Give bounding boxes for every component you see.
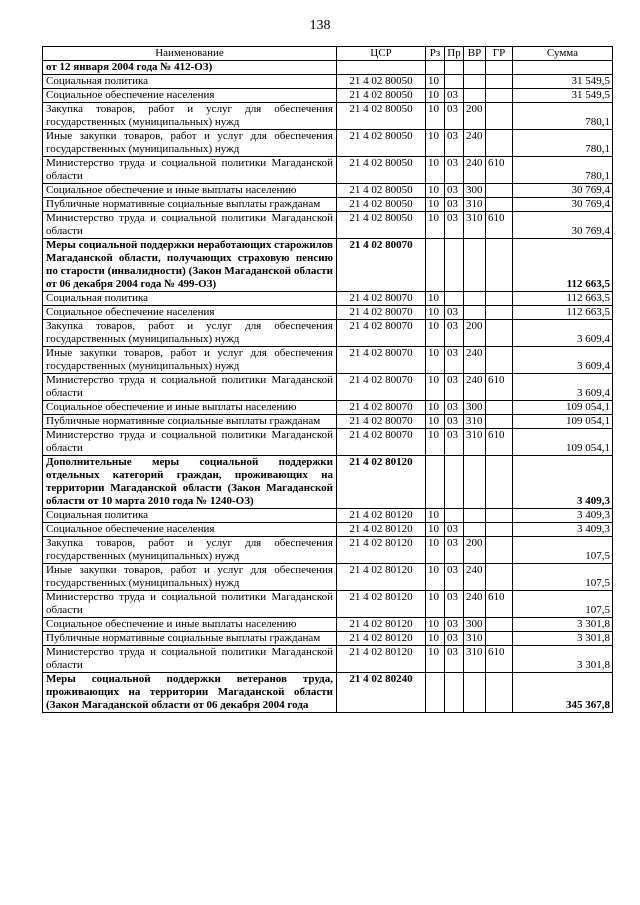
cell-sum: 780,1 (513, 130, 613, 157)
table-row (43, 212, 613, 239)
cell-name: Иные закупки товаров, работ и услуг для обеспечения государственных (муниципальных) нужд (43, 564, 337, 591)
cell-sum: 3 301,8 (513, 618, 613, 632)
cell-vr: 310 (464, 415, 486, 429)
cell-pr: 03 (445, 89, 464, 103)
cell-sum: 30 769,4 (513, 184, 613, 198)
cell-rz (426, 239, 445, 292)
table-row (43, 374, 613, 401)
cell-sum: 3 609,4 (513, 347, 613, 374)
cell-vr: 240 (464, 374, 486, 401)
table-row (43, 130, 613, 157)
header-rz: Рз (426, 47, 445, 61)
cell-name: Социальная политика (43, 75, 337, 89)
cell-gr: 610 (486, 591, 513, 618)
cell-vr (464, 523, 486, 537)
cell-gr: 610 (486, 646, 513, 673)
cell-gr (486, 89, 513, 103)
cell-pr: 03 (445, 184, 464, 198)
cell-sum: 3 301,8 (513, 646, 613, 673)
cell-gr (486, 523, 513, 537)
cell-csr: 21 4 02 80240 (337, 673, 426, 713)
cell-gr: 610 (486, 212, 513, 239)
cell-csr: 21 4 02 80120 (337, 564, 426, 591)
cell-gr (486, 509, 513, 523)
cell-gr: 610 (486, 429, 513, 456)
cell-rz: 10 (426, 89, 445, 103)
cell-csr: 21 4 02 80050 (337, 89, 426, 103)
table-row (43, 456, 613, 509)
cell-vr: 240 (464, 130, 486, 157)
cell-sum: 780,1 (513, 157, 613, 184)
cell-pr: 03 (445, 212, 464, 239)
table-row (43, 401, 613, 415)
cell-csr: 21 4 02 80050 (337, 130, 426, 157)
cell-vr: 310 (464, 429, 486, 456)
cell-csr: 21 4 02 80070 (337, 320, 426, 347)
table-header-row (43, 47, 613, 61)
cell-rz: 10 (426, 618, 445, 632)
cell-rz: 10 (426, 632, 445, 646)
cell-rz: 10 (426, 523, 445, 537)
cell-name: Социальное обеспечение и иные выплаты населению (43, 184, 337, 198)
continuation-row (43, 61, 613, 75)
cell-vr (464, 673, 486, 713)
cell-csr: 21 4 02 80070 (337, 347, 426, 374)
cell-gr (486, 456, 513, 509)
cell-csr: 21 4 02 80120 (337, 523, 426, 537)
cell-vr: 200 (464, 320, 486, 347)
cell-rz: 10 (426, 429, 445, 456)
cell-sum: 109 054,1 (513, 415, 613, 429)
cell-pr: 03 (445, 130, 464, 157)
cell-pr: 03 (445, 429, 464, 456)
cell-vr: 200 (464, 537, 486, 564)
cell-csr: 21 4 02 80050 (337, 184, 426, 198)
table-row (43, 415, 613, 429)
cell-pr: 03 (445, 157, 464, 184)
cell-pr: 03 (445, 618, 464, 632)
cell-sum: 109 054,1 (513, 429, 613, 456)
cell-vr (464, 456, 486, 509)
cell-gr (486, 320, 513, 347)
cell-name: Министерство труда и социальной политики Магаданской области (43, 212, 337, 239)
cell-sum: 3 609,4 (513, 320, 613, 347)
header-sum: Сумма (513, 47, 613, 61)
cell-name: Публичные нормативные социальные выплаты гражданам (43, 632, 337, 646)
table-row (43, 306, 613, 320)
cell-sum: 3 409,3 (513, 456, 613, 509)
cell-rz: 10 (426, 103, 445, 130)
cell-rz: 10 (426, 320, 445, 347)
cell-name: Социальное обеспечение населения (43, 306, 337, 320)
cell-name: Меры социальной поддержки неработающих старожилов Магаданской области, получающих страховую пенсию по старости (инвалидности) (Закон Магаданской области от 06 декабря 2004 года № 499-ОЗ) (43, 239, 337, 292)
cell-sum: 30 769,4 (513, 212, 613, 239)
cell-vr: 240 (464, 347, 486, 374)
cell-sum: 30 769,4 (513, 198, 613, 212)
header-name: Наименование (43, 47, 337, 61)
table-row (43, 429, 613, 456)
cell-sum: 31 549,5 (513, 89, 613, 103)
cell-gr (486, 239, 513, 292)
cell-sum: 31 549,5 (513, 75, 613, 89)
cell-pr: 03 (445, 401, 464, 415)
cell-rz: 10 (426, 184, 445, 198)
cell-pr: 03 (445, 198, 464, 212)
cell-csr: 21 4 02 80050 (337, 103, 426, 130)
cell-name: Социальное обеспечение и иные выплаты населению (43, 401, 337, 415)
cell-gr (486, 415, 513, 429)
table-body (43, 61, 613, 713)
cell-name: Социальная политика (43, 509, 337, 523)
cell-vr (464, 306, 486, 320)
cell-csr: 21 4 02 80070 (337, 429, 426, 456)
cell-name: Закупка товаров, работ и услуг для обеспечения государственных (муниципальных) нужд (43, 320, 337, 347)
cell-name: Дополнительные меры социальной поддержки отдельных категорий граждан, проживающих на территории Магаданской области (Закон Магаданской области от 10 марта 2010 года № 1240-ОЗ) (43, 456, 337, 509)
table-row (43, 103, 613, 130)
header-gr: ГР (486, 47, 513, 61)
cell-pr: 03 (445, 320, 464, 347)
table-row (43, 632, 613, 646)
cell-pr: 03 (445, 591, 464, 618)
cell-gr (486, 130, 513, 157)
table-row (43, 320, 613, 347)
cell-rz: 10 (426, 292, 445, 306)
cell-csr: 21 4 02 80070 (337, 306, 426, 320)
cell-csr: 21 4 02 80120 (337, 456, 426, 509)
cell-name: Социальное обеспечение и иные выплаты населению (43, 618, 337, 632)
table-row (43, 239, 613, 292)
cell-vr (464, 239, 486, 292)
cell-name: Иные закупки товаров, работ и услуг для обеспечения государственных (муниципальных) нужд (43, 130, 337, 157)
cell-gr (486, 347, 513, 374)
cell-sum: 112 663,5 (513, 239, 613, 292)
table-row (43, 198, 613, 212)
cell-vr: 310 (464, 646, 486, 673)
cell-rz: 10 (426, 509, 445, 523)
cell-pr (445, 292, 464, 306)
cell-name: Министерство труда и социальной политики Магаданской области (43, 591, 337, 618)
cell-sum: 112 663,5 (513, 292, 613, 306)
table-row (43, 618, 613, 632)
cell-csr: 21 4 02 80120 (337, 509, 426, 523)
cell-pr: 03 (445, 347, 464, 374)
cell-rz: 10 (426, 130, 445, 157)
cell-vr: 240 (464, 157, 486, 184)
cell-pr: 03 (445, 632, 464, 646)
cell-gr (486, 103, 513, 130)
cell-csr: 21 4 02 80070 (337, 239, 426, 292)
cell-rz: 10 (426, 564, 445, 591)
cell-csr: 21 4 02 80070 (337, 374, 426, 401)
continuation-text: от 12 января 2004 года № 412-ОЗ) (43, 61, 337, 75)
cell-gr (486, 564, 513, 591)
header-vr: ВР (464, 47, 486, 61)
cell-rz: 10 (426, 646, 445, 673)
table-row (43, 347, 613, 374)
cell-pr (445, 239, 464, 292)
budget-table (42, 46, 613, 713)
cell-sum: 112 663,5 (513, 306, 613, 320)
cell-csr: 21 4 02 80050 (337, 212, 426, 239)
cell-vr (464, 75, 486, 89)
cell-name: Меры социальной поддержки ветеранов труда, проживающих на территории Магаданской области (Закон Магаданской области от 06 декабря 2004 года (43, 673, 337, 713)
table-row (43, 89, 613, 103)
table-row (43, 292, 613, 306)
cell-name: Закупка товаров, работ и услуг для обеспечения государственных (муниципальных) нужд (43, 537, 337, 564)
cell-csr: 21 4 02 80070 (337, 415, 426, 429)
table-row (43, 591, 613, 618)
cell-vr: 200 (464, 103, 486, 130)
page-number: 138 (309, 18, 331, 33)
cell-csr: 21 4 02 80070 (337, 292, 426, 306)
table-row (43, 564, 613, 591)
cell-rz: 10 (426, 374, 445, 401)
cell-gr: 610 (486, 374, 513, 401)
cell-gr (486, 292, 513, 306)
cell-name: Социальная политика (43, 292, 337, 306)
cell-vr (464, 292, 486, 306)
cell-sum: 107,5 (513, 591, 613, 618)
cell-sum: 780,1 (513, 103, 613, 130)
cell-vr: 240 (464, 564, 486, 591)
table-row (43, 509, 613, 523)
cell-name: Министерство труда и социальной политики Магаданской области (43, 374, 337, 401)
cell-gr (486, 537, 513, 564)
cell-csr: 21 4 02 80120 (337, 537, 426, 564)
cell-rz: 10 (426, 212, 445, 239)
cell-name: Министерство труда и социальной политики Магаданской области (43, 429, 337, 456)
cell-csr: 21 4 02 80120 (337, 591, 426, 618)
cell-sum: 107,5 (513, 537, 613, 564)
cell-rz: 10 (426, 347, 445, 374)
cell-pr: 03 (445, 306, 464, 320)
cell-rz (426, 456, 445, 509)
cell-gr (486, 632, 513, 646)
cell-vr (464, 509, 486, 523)
cell-sum: 107,5 (513, 564, 613, 591)
cell-pr: 03 (445, 374, 464, 401)
cell-vr: 310 (464, 198, 486, 212)
header-csr: ЦСР (337, 47, 426, 61)
cell-name: Иные закупки товаров, работ и услуг для обеспечения государственных (муниципальных) нужд (43, 347, 337, 374)
cell-csr: 21 4 02 80120 (337, 646, 426, 673)
cell-rz: 10 (426, 306, 445, 320)
cell-name: Публичные нормативные социальные выплаты гражданам (43, 198, 337, 212)
cell-sum: 3 609,4 (513, 374, 613, 401)
cell-name: Социальное обеспечение населения (43, 523, 337, 537)
cell-sum: 3 301,8 (513, 632, 613, 646)
cell-pr: 03 (445, 537, 464, 564)
cell-csr: 21 4 02 80120 (337, 632, 426, 646)
cell-vr: 310 (464, 212, 486, 239)
cell-vr: 300 (464, 401, 486, 415)
cell-rz: 10 (426, 591, 445, 618)
cell-gr (486, 401, 513, 415)
cell-gr (486, 184, 513, 198)
cell-sum: 345 367,8 (513, 673, 613, 713)
cell-gr: 610 (486, 157, 513, 184)
cell-csr: 21 4 02 80050 (337, 75, 426, 89)
cell-gr (486, 75, 513, 89)
cell-csr: 21 4 02 80050 (337, 198, 426, 212)
cell-rz: 10 (426, 537, 445, 564)
cell-sum: 3 409,3 (513, 523, 613, 537)
cell-rz: 10 (426, 198, 445, 212)
cell-vr: 300 (464, 618, 486, 632)
cell-sum: 109 054,1 (513, 401, 613, 415)
cell-pr: 03 (445, 564, 464, 591)
cell-vr (464, 89, 486, 103)
cell-csr: 21 4 02 80120 (337, 618, 426, 632)
table-row (43, 673, 613, 713)
cell-gr (486, 198, 513, 212)
cell-name: Публичные нормативные социальные выплаты гражданам (43, 415, 337, 429)
cell-name: Социальное обеспечение населения (43, 89, 337, 103)
cell-pr: 03 (445, 415, 464, 429)
cell-vr: 240 (464, 591, 486, 618)
header-pr: Пр (445, 47, 464, 61)
table-row (43, 646, 613, 673)
table-row (43, 75, 613, 89)
cell-sum: 3 409,3 (513, 509, 613, 523)
cell-csr: 21 4 02 80070 (337, 401, 426, 415)
cell-rz: 10 (426, 157, 445, 184)
cell-name: Министерство труда и социальной политики Магаданской области (43, 157, 337, 184)
cell-rz: 10 (426, 75, 445, 89)
cell-csr: 21 4 02 80050 (337, 157, 426, 184)
cell-vr: 300 (464, 184, 486, 198)
cell-name: Министерство труда и социальной политики Магаданской области (43, 646, 337, 673)
cell-rz: 10 (426, 415, 445, 429)
cell-pr (445, 673, 464, 713)
cell-gr (486, 673, 513, 713)
cell-name: Закупка товаров, работ и услуг для обеспечения государственных (муниципальных) нужд (43, 103, 337, 130)
table-row (43, 184, 613, 198)
cell-pr: 03 (445, 103, 464, 130)
cell-vr: 310 (464, 632, 486, 646)
cell-pr (445, 75, 464, 89)
cell-gr (486, 306, 513, 320)
table-row (43, 157, 613, 184)
cell-rz: 10 (426, 401, 445, 415)
table-row (43, 523, 613, 537)
cell-pr (445, 509, 464, 523)
cell-rz (426, 673, 445, 713)
cell-gr (486, 618, 513, 632)
table-row (43, 537, 613, 564)
cell-pr (445, 456, 464, 509)
cell-pr: 03 (445, 646, 464, 673)
cell-pr: 03 (445, 523, 464, 537)
